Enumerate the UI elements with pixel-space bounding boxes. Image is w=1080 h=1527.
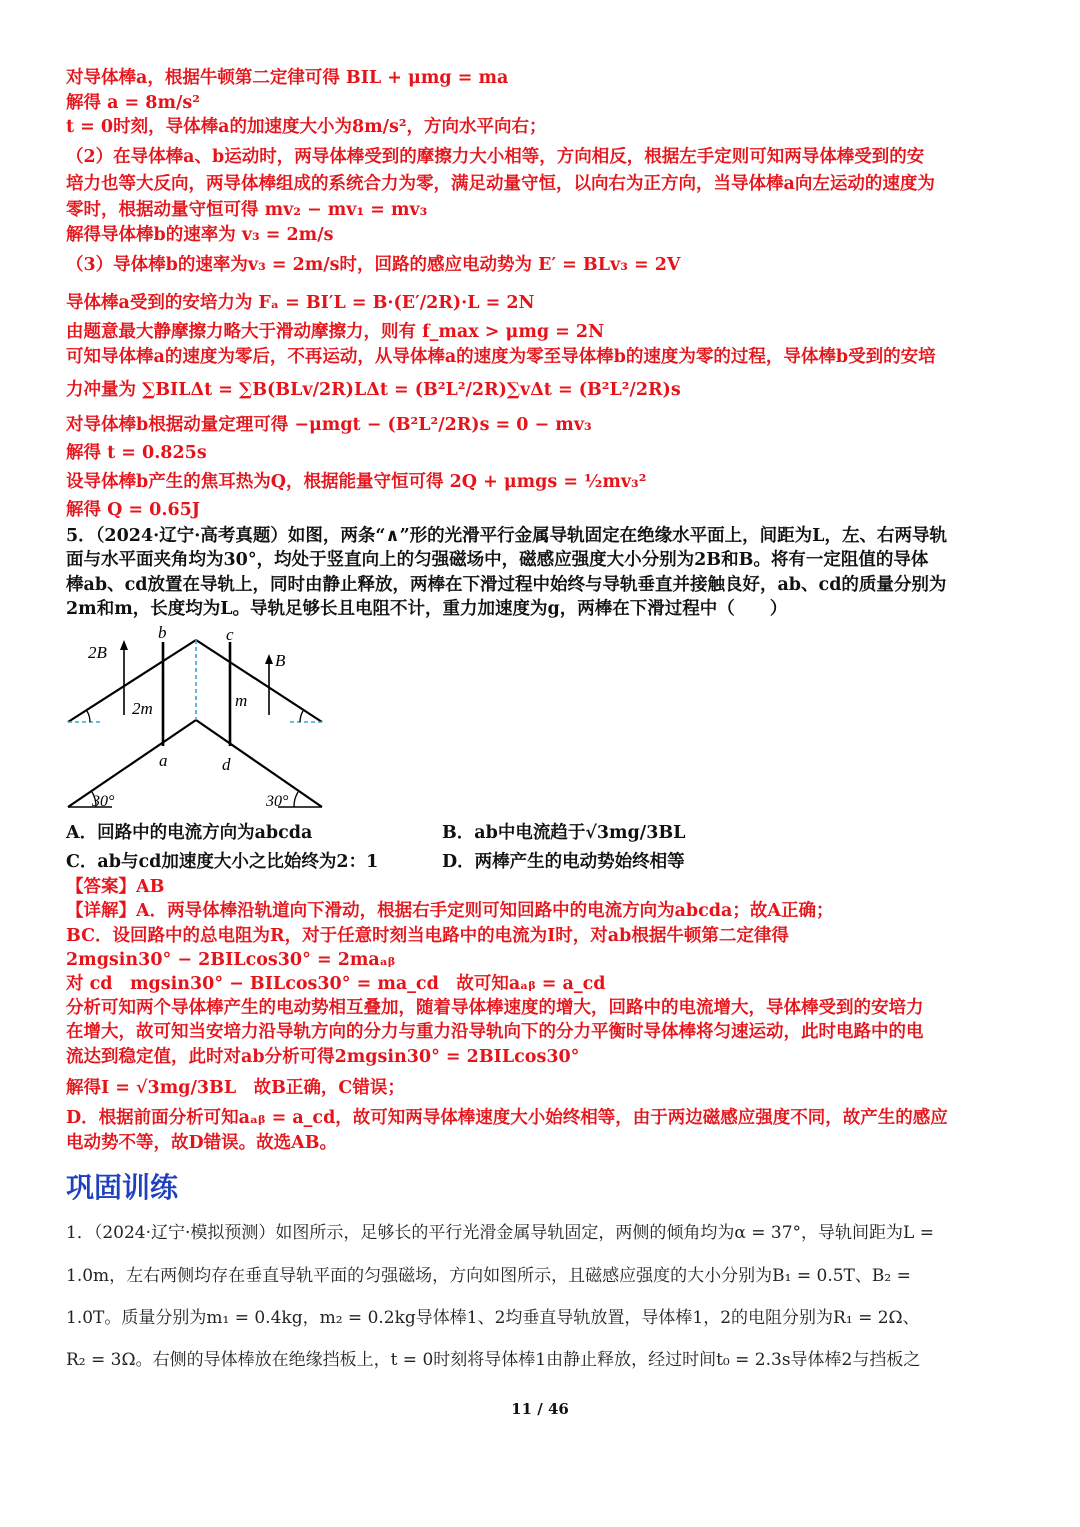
label-2B: 2B (88, 643, 107, 662)
page-number: 11 / 46 (511, 1400, 569, 1418)
label-B: B (275, 651, 286, 670)
explain-line: D．根据前面分析可知aₐᵦ = a_cd，故可知两导体棒速度大小始终相等，由于两边磁感应强度不同，故产生的感应 (66, 1108, 948, 1128)
solution-line: 设导体棒b产生的焦耳热为Q，根据能量守恒可得 2Q + μmgs = ½mv₃² (66, 472, 647, 492)
practice-line: 1．（2024·辽宁·模拟预测）如图所示，足够长的平行光滑金属导轨固定，两侧的倾角均为α = 37°，导轨间距为L = (66, 1223, 934, 1243)
option-b: B．ab中电流趋于√3mg/3BL (442, 823, 686, 843)
solution-line: 解得 a = 8m/s² (66, 93, 200, 113)
section-title: 巩固训练 (66, 1171, 179, 1204)
practice-line: 1.0T。质量分别为m₁ = 0.4kg，m₂ = 0.2kg导体棒1、2均垂直导轨放置，导体棒1，2的电阻分别为R₁ = 2Ω、 (66, 1308, 920, 1328)
explain-line: 流达到稳定值，此时对ab分析可得2mgsin30° = 2BILcos30° (66, 1047, 580, 1067)
solution-line: 培力也等大反向，两导体棒组成的系统合力为零，满足动量守恒，以向右为正方向，当导体棒a向左运动的速度为 (66, 174, 935, 194)
solution-line: 解得导体棒b的速率为 v₃ = 2m/s (66, 225, 334, 245)
explain-line: 【详解】A．两导体棒沿轨道向下滑动，根据右手定则可知回路中的电流方向为abcda；故A正确； (66, 901, 834, 921)
answer: 【答案】AB (66, 877, 165, 897)
explain-line: 2mgsin30° − 2BILcos30° = 2maₐᵦ (66, 950, 396, 970)
label-2m: 2m (132, 699, 153, 718)
label-a: a (159, 751, 168, 770)
label-c: c (226, 625, 234, 644)
solution-line: 由题意最大静摩擦力略大于滑动摩擦力，则有 f_max > μmg = 2N (66, 322, 605, 342)
explain-line: 分析可知两个导体棒产生的电动势相互叠加，随着导体棒速度的增大，回路中的电流增大，导体棒受到的安培力 (66, 998, 924, 1018)
solution-line: 解得 Q = 0.65J (66, 500, 201, 520)
solution-line: 力冲量为 ∑BILΔt = ∑B(BLv/2R)LΔt = (B²L²/2R)∑vΔt = (B²L²/2R)s (66, 380, 681, 400)
practice-line: 1.0m，左右两侧均存在垂直导轨平面的匀强磁场，方向如图所示，且磁感应强度的大小分别为B₁ = 0.5T、B₂ = (66, 1266, 911, 1286)
explain-line: 电动势不等，故D错误。故选AB。 (66, 1133, 338, 1153)
solution-line: （3）导体棒b的速率为v₃ = 2m/s时，回路的感应电动势为 E′ = BLv₃ = 2V (66, 255, 681, 275)
solution-line: 解得 t = 0.825s (66, 443, 207, 463)
explain-line: 对 cd mgsin30° − BILcos30° = ma_cd 故可知aₐᵦ = a_cd (66, 974, 606, 994)
solution-line: 可知导体棒a的速度为零后，不再运动，从导体棒a的速度为零至导体棒b的速度为零的过程，导体棒b受到的安培 (66, 347, 936, 367)
explain-line: BC．设回路中的总电阻为R，对于任意时刻当电路中的电流为I时，对ab根据牛顿第二定律得 (66, 926, 789, 946)
problem-text-line: 5．（2024·辽宁·高考真题）如图，两条“∧”形的光滑平行金属导轨固定在绝缘水平面上，间距为L，左、右两导轨 (66, 526, 947, 546)
solution-line: （2）在导体棒a、b运动时，两导体棒受到的摩擦力大小相等，方向相反，根据左手定则可知两导体棒受到的安 (66, 147, 925, 167)
option-d: D．两棒产生的电动势始终相等 (442, 852, 685, 872)
label-angle-right: 30° (266, 793, 289, 810)
problem-text-line: 2m和m，长度均为L。导轨足够长且电阻不计，重力加速度为g，两棒在下滑过程中（ ） (66, 599, 788, 619)
option-c: C．ab与cd加速度大小之比始终为2：1 (66, 852, 379, 872)
explain-line: 在增大，故可知当安培力沿导轨方向的分力与重力沿导轨向下的分力平衡时导体棒将匀速运动，此时电路中的电 (66, 1022, 924, 1042)
problem-text-line: 面与水平面夹角均为30°，均处于竖直向上的匀强磁场中，磁感应强度大小分别为2B和B。将有一定阻值的导体 (66, 550, 929, 570)
solution-line: 导体棒a受到的安培力为 Fₐ = BI′L = B·(E′/2R)·L = 2N (66, 293, 535, 313)
label-b: b (158, 623, 167, 642)
solution-line: 零时，根据动量守恒可得 mv₂ − mv₁ = mv₃ (66, 200, 428, 220)
label-m: m (235, 691, 248, 710)
problem-text-line: 棒ab、cd放置在导轨上，同时由静止释放，两棒在下滑过程中始终与导轨垂直并接触良好，ab、cd的质量分别为 (66, 575, 947, 595)
option-a: A．回路中的电流方向为abcda (66, 823, 313, 843)
rail-diagram (60, 622, 340, 818)
explain-line: 解得I = √3mg/3BL 故B正确，C错误； (66, 1078, 405, 1098)
label-angle-left: 30° (92, 793, 115, 810)
practice-line: R₂ = 3Ω。右侧的导体棒放在绝缘挡板上，t = 0时刻将导体棒1由静止释放，经过时间t₀ = 2.3s导体棒2与挡板之 (66, 1350, 921, 1370)
solution-line: 对导体棒b根据动量定理可得 −μmgt − (B²L²/2R)s = 0 − mv₃ (66, 415, 592, 435)
solution-line: t = 0时刻，导体棒a的加速度大小为8m/s²，方向水平向右； (66, 117, 547, 137)
label-d: d (222, 755, 231, 774)
solution-line: 对导体棒a，根据牛顿第二定律可得 BIL + μmg = ma (66, 68, 509, 88)
